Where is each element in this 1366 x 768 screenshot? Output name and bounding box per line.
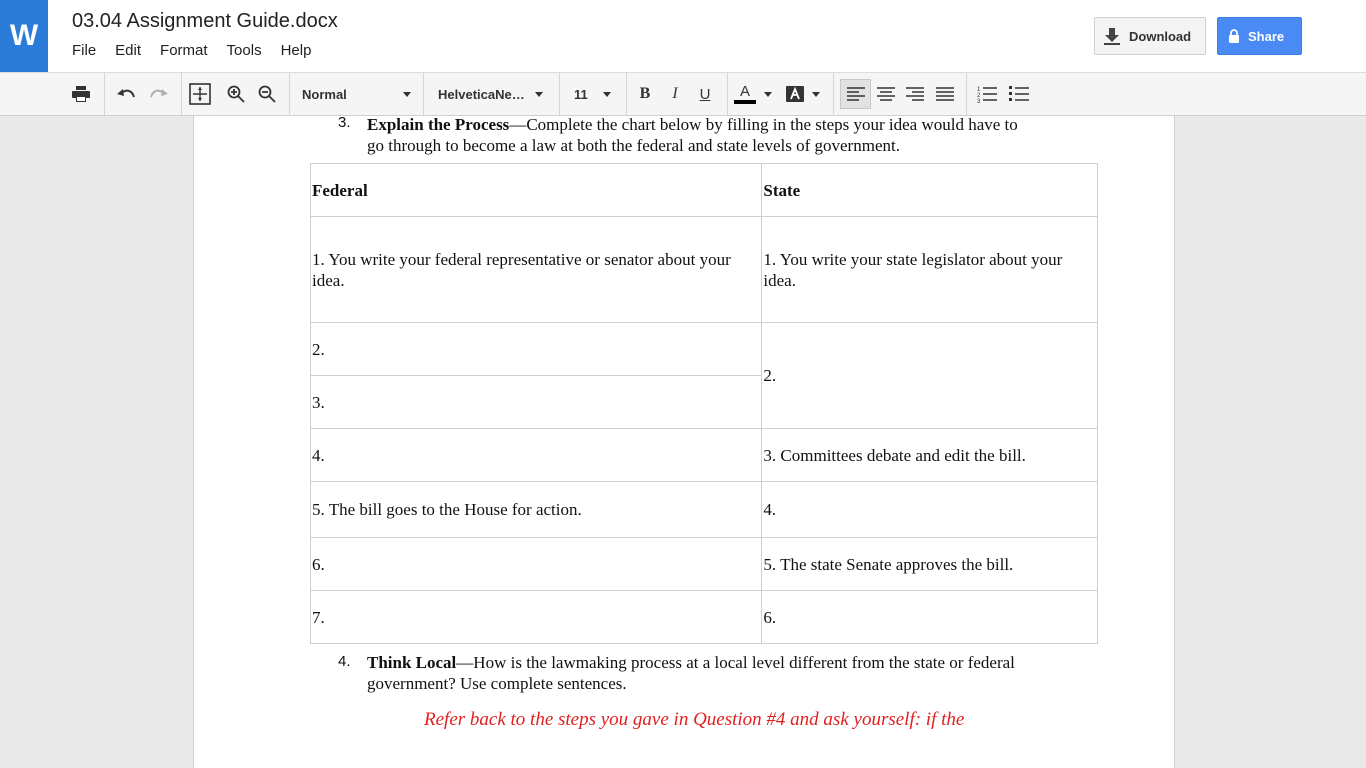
table-cell[interactable]: 5. The state Senate approves the bill.: [762, 538, 1098, 591]
menu-help[interactable]: Help: [280, 42, 312, 59]
table-row: [311, 164, 1098, 217]
toolbar-separator: [833, 73, 834, 115]
table-cell[interactable]: 4.: [762, 482, 1098, 538]
fit-page-button[interactable]: [186, 73, 214, 115]
question-4-text: [367, 652, 1087, 694]
table-cell[interactable]: 2.: [311, 323, 762, 376]
numbered-list-icon: [977, 85, 997, 103]
menu-format[interactable]: Format: [160, 42, 208, 59]
table-row: [311, 591, 1098, 644]
italic-button[interactable]: I: [672, 85, 678, 102]
zoom-in-button[interactable]: [222, 73, 250, 115]
question-3-title: Explain the Process: [367, 115, 510, 134]
align-right-button[interactable]: [901, 73, 929, 115]
font-family-dropdown[interactable]: [424, 73, 559, 115]
question-number: 3.: [338, 114, 351, 131]
align-right-icon: [906, 87, 924, 101]
table-row: [311, 538, 1098, 591]
question-3-text: [367, 114, 1087, 156]
zoom-out-button[interactable]: [253, 73, 281, 115]
menu-edit[interactable]: Edit: [115, 42, 142, 59]
menu-bar: [72, 42, 330, 59]
toolbar-separator: [727, 73, 728, 115]
zoom-out-icon: [258, 85, 276, 103]
share-label: Share: [1248, 28, 1285, 44]
process-table: [310, 163, 1098, 644]
align-center-icon: [877, 87, 895, 101]
lock-icon: [1228, 29, 1240, 43]
highlight-color-button[interactable]: [783, 73, 823, 115]
font-family-value: HelveticaNe…: [438, 86, 525, 102]
redo-icon: [150, 88, 168, 100]
table-header-cell[interactable]: [311, 164, 762, 217]
table-cell[interactable]: 5. The bill goes to the House for action.: [311, 482, 762, 538]
align-justify-icon: [936, 87, 954, 101]
table-cell[interactable]: 3.: [311, 376, 762, 429]
table-row: [311, 217, 1098, 323]
federal-header: Federal: [312, 180, 368, 200]
menu-tools[interactable]: Tools: [226, 42, 262, 59]
table-cell[interactable]: 6.: [311, 538, 762, 591]
table-row: [311, 482, 1098, 538]
toolbar-separator: [104, 73, 105, 115]
table-row: [311, 323, 1098, 376]
highlight-color-icon: [786, 86, 804, 102]
redo-button[interactable]: [145, 73, 173, 115]
hint-text: Refer back to the steps you gave in Question #4 and ask yourself: if the: [424, 709, 965, 730]
fit-page-icon: [189, 83, 211, 105]
undo-icon: [117, 88, 135, 100]
formatting-toolbar: [0, 72, 1366, 116]
print-icon: [72, 86, 90, 102]
question-number: 4.: [338, 653, 351, 670]
toolbar-separator: [181, 73, 182, 115]
bold-button[interactable]: B: [639, 85, 651, 102]
share-button[interactable]: [1217, 17, 1302, 55]
state-header: State: [763, 180, 801, 200]
text-color-button[interactable]: [732, 73, 774, 115]
print-button[interactable]: [66, 73, 96, 115]
svg-text:1: 1: [977, 87, 981, 93]
table-cell[interactable]: 1. You write your federal representative or senator about your idea.: [311, 217, 762, 323]
document-title[interactable]: 03.04 Assignment Guide.docx: [72, 10, 338, 32]
question-4-title: Think Local: [367, 653, 457, 672]
table-cell[interactable]: 7.: [311, 591, 762, 644]
zoom-in-icon: [227, 85, 245, 103]
align-center-button[interactable]: [872, 73, 900, 115]
chevron-down-icon: [812, 92, 820, 97]
bulleted-list-button[interactable]: [1005, 73, 1033, 115]
align-justify-button[interactable]: [931, 73, 959, 115]
table-row: [311, 429, 1098, 482]
numbered-list-button[interactable]: [973, 73, 1001, 115]
table-cell[interactable]: 6.: [762, 591, 1098, 644]
chevron-down-icon: [535, 92, 543, 97]
text-color-swatch: [734, 100, 756, 104]
align-left-button[interactable]: [840, 79, 871, 109]
question-3-line-2: go through to become a law at both the federal and state levels of government.: [367, 136, 900, 155]
paragraph-style-value: Normal: [302, 86, 347, 102]
undo-button[interactable]: [112, 73, 140, 115]
question-4-line-1: —How is the lawmaking process at a local level different from the state or federal: [456, 653, 1015, 672]
chevron-down-icon: [403, 92, 411, 97]
underline-button[interactable]: U: [699, 85, 711, 103]
align-left-icon: [847, 87, 865, 101]
question-3-line-1: —Complete the chart below by filling in the steps your idea would have to: [509, 115, 1018, 134]
app-header: [0, 0, 1366, 72]
download-label: Download: [1129, 28, 1192, 44]
svg-text:2: 2: [977, 93, 981, 99]
paragraph-style-dropdown[interactable]: [290, 73, 423, 115]
question-4-line-2: government? Use complete sentences.: [367, 674, 627, 693]
table-cell[interactable]: 4.: [311, 429, 762, 482]
download-icon: [1103, 27, 1121, 45]
menu-file[interactable]: File: [72, 42, 97, 59]
font-size-value: 11: [574, 86, 588, 102]
download-button[interactable]: [1094, 17, 1206, 55]
chevron-down-icon: [764, 92, 772, 97]
toolbar-separator: [626, 73, 627, 115]
app-logo[interactable]: W: [0, 0, 48, 72]
svg-text:3: 3: [977, 99, 981, 103]
table-cell[interactable]: 3. Committees debate and edit the bill.: [762, 429, 1098, 482]
font-size-dropdown[interactable]: [560, 73, 625, 115]
bulleted-list-icon: [1009, 85, 1029, 103]
chevron-down-icon: [603, 92, 611, 97]
toolbar-separator: [966, 73, 967, 115]
text-color-label: A: [739, 83, 750, 100]
table-cell[interactable]: 2.: [762, 323, 1098, 429]
document-page[interactable]: [193, 116, 1175, 768]
table-cell[interactable]: 1. You write your state legislator about your idea.: [762, 217, 1098, 323]
table-header-cell[interactable]: [762, 164, 1098, 217]
